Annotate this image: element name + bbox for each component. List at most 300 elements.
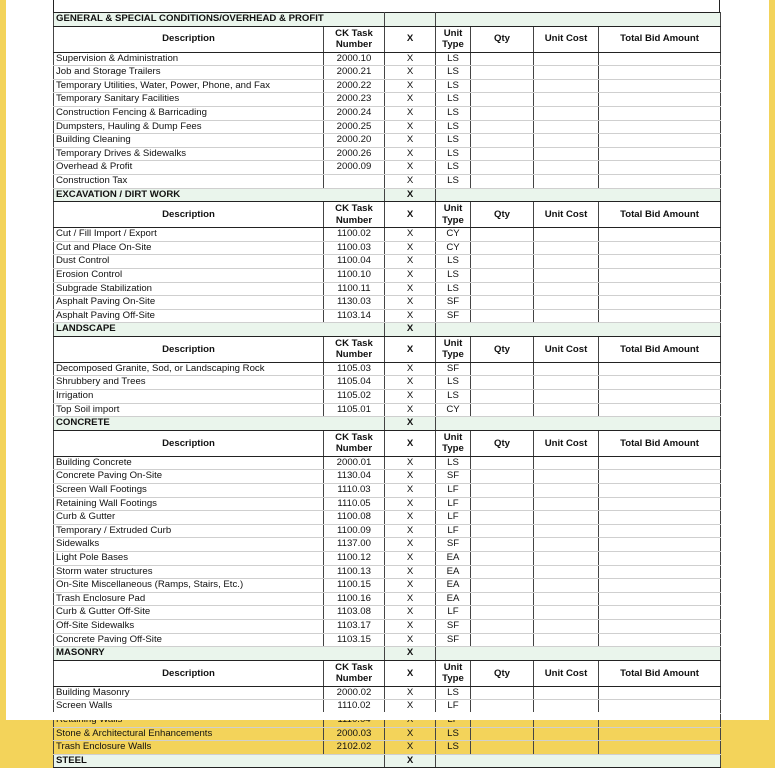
row-unit-type: EA bbox=[436, 592, 471, 606]
section-title-x: X bbox=[385, 754, 436, 768]
row-description: Temporary / Extruded Curb bbox=[54, 524, 324, 538]
row-task-number: 2000.20 bbox=[324, 134, 385, 148]
row-x: X bbox=[385, 552, 436, 566]
row-unit-cost-cell[interactable] bbox=[534, 282, 599, 296]
row-x: X bbox=[385, 456, 436, 470]
row-task-number: 1105.04 bbox=[324, 376, 385, 390]
row-total-cell[interactable] bbox=[599, 309, 721, 323]
row-unit-type: CY bbox=[436, 403, 471, 417]
row-description: Overhead & Profit bbox=[54, 161, 324, 175]
row-qty-cell[interactable] bbox=[471, 390, 534, 404]
row-qty-cell[interactable] bbox=[471, 456, 534, 470]
row-unit-cost-cell[interactable] bbox=[534, 309, 599, 323]
row-unit-cost-cell[interactable] bbox=[534, 241, 599, 255]
row-qty-cell[interactable] bbox=[471, 524, 534, 538]
table-row bbox=[54, 524, 721, 538]
table-row bbox=[54, 606, 721, 620]
section-title-x: X bbox=[385, 323, 436, 337]
row-total-cell[interactable] bbox=[599, 741, 721, 755]
row-task-number: 1100.12 bbox=[324, 552, 385, 566]
row-description: Temporary Drives & Sidewalks bbox=[54, 147, 324, 161]
row-total-cell[interactable] bbox=[599, 241, 721, 255]
row-unit-cost-cell[interactable] bbox=[534, 362, 599, 376]
row-total-cell[interactable] bbox=[599, 120, 721, 134]
row-x: X bbox=[385, 403, 436, 417]
header-x: X bbox=[385, 26, 436, 52]
row-total-cell[interactable] bbox=[599, 296, 721, 310]
table-row bbox=[54, 579, 721, 593]
row-unit-cost-cell[interactable] bbox=[534, 511, 599, 525]
row-qty-cell[interactable] bbox=[471, 161, 534, 175]
row-unit-cost-cell[interactable] bbox=[534, 565, 599, 579]
row-qty-cell[interactable] bbox=[471, 606, 534, 620]
row-total-cell[interactable] bbox=[599, 79, 721, 93]
row-total-cell[interactable] bbox=[599, 538, 721, 552]
row-total-cell[interactable] bbox=[599, 497, 721, 511]
row-unit-cost-cell[interactable] bbox=[534, 633, 599, 647]
table-row bbox=[54, 255, 721, 269]
row-unit-type: LS bbox=[436, 268, 471, 282]
table-row bbox=[54, 268, 721, 282]
row-description: Supervision & Administration bbox=[54, 52, 324, 66]
section-title-x: X bbox=[385, 188, 436, 202]
row-total-cell[interactable] bbox=[599, 456, 721, 470]
row-unit-cost-cell[interactable] bbox=[534, 147, 599, 161]
header-total-bid-amount: Total Bid Amount bbox=[599, 336, 721, 362]
row-task-number: 2000.01 bbox=[324, 456, 385, 470]
row-unit-type: LS bbox=[436, 147, 471, 161]
row-qty-cell[interactable] bbox=[471, 79, 534, 93]
row-unit-cost-cell[interactable] bbox=[534, 484, 599, 498]
header-unit-cost: Unit Cost bbox=[534, 660, 599, 686]
row-x: X bbox=[385, 700, 436, 714]
row-unit-cost-cell[interactable] bbox=[534, 686, 599, 700]
row-x: X bbox=[385, 161, 436, 175]
row-description: Asphalt Paving Off-Site bbox=[54, 309, 324, 323]
row-description: Asphalt Paving On-Site bbox=[54, 296, 324, 310]
header-unit-type: Unit Type bbox=[436, 202, 471, 228]
row-total-cell[interactable] bbox=[599, 93, 721, 107]
table-row bbox=[54, 93, 721, 107]
row-total-cell[interactable] bbox=[599, 470, 721, 484]
row-task-number: 1100.04 bbox=[324, 255, 385, 269]
table-row bbox=[54, 456, 721, 470]
row-total-cell[interactable] bbox=[599, 606, 721, 620]
row-total-cell[interactable] bbox=[599, 686, 721, 700]
section-title: STEEL bbox=[54, 754, 385, 768]
row-x: X bbox=[385, 606, 436, 620]
row-x: X bbox=[385, 309, 436, 323]
table-row bbox=[54, 79, 721, 93]
row-unit-cost-cell[interactable] bbox=[534, 228, 599, 242]
section-title-fill bbox=[436, 754, 721, 768]
row-qty-cell[interactable] bbox=[471, 538, 534, 552]
row-task-number: 2000.10 bbox=[324, 52, 385, 66]
header-qty: Qty bbox=[471, 26, 534, 52]
section-title: LANDSCAPE bbox=[54, 323, 385, 337]
row-task-number: 1100.11 bbox=[324, 282, 385, 296]
table-row bbox=[54, 633, 721, 647]
table-row bbox=[54, 538, 721, 552]
row-qty-cell[interactable] bbox=[471, 497, 534, 511]
section-title: GENERAL & SPECIAL CONDITIONS/OVERHEAD & PROFIT bbox=[54, 13, 385, 27]
row-x: X bbox=[385, 296, 436, 310]
bid-table bbox=[53, 12, 721, 768]
row-task-number: 1103.15 bbox=[324, 633, 385, 647]
row-unit-type: EA bbox=[436, 565, 471, 579]
row-task-number: 1103.14 bbox=[324, 309, 385, 323]
header-task-number: CK Task Number bbox=[324, 430, 385, 456]
table-row bbox=[54, 619, 721, 633]
row-unit-type: SF bbox=[436, 619, 471, 633]
row-task-number: 1130.03 bbox=[324, 296, 385, 310]
table-row bbox=[54, 174, 721, 188]
header-x: X bbox=[385, 202, 436, 228]
row-description: Construction Tax bbox=[54, 174, 324, 188]
row-unit-cost-cell[interactable] bbox=[534, 403, 599, 417]
row-task-number: 2000.23 bbox=[324, 93, 385, 107]
row-unit-cost-cell[interactable] bbox=[534, 592, 599, 606]
row-x: X bbox=[385, 741, 436, 755]
row-total-cell[interactable] bbox=[599, 268, 721, 282]
row-qty-cell[interactable] bbox=[471, 686, 534, 700]
table-row bbox=[54, 511, 721, 525]
row-x: X bbox=[385, 120, 436, 134]
row-task-number: 1137.00 bbox=[324, 538, 385, 552]
row-total-cell[interactable] bbox=[599, 552, 721, 566]
row-total-cell[interactable] bbox=[599, 66, 721, 80]
row-qty-cell[interactable] bbox=[471, 309, 534, 323]
row-qty-cell[interactable] bbox=[471, 255, 534, 269]
row-unit-cost-cell[interactable] bbox=[534, 66, 599, 80]
row-unit-type: LF bbox=[436, 484, 471, 498]
row-qty-cell[interactable] bbox=[471, 511, 534, 525]
row-qty-cell[interactable] bbox=[471, 362, 534, 376]
section-title-row bbox=[54, 647, 721, 661]
row-unit-type: LS bbox=[436, 727, 471, 741]
row-x: X bbox=[385, 66, 436, 80]
row-task-number: 1100.16 bbox=[324, 592, 385, 606]
header-x: X bbox=[385, 660, 436, 686]
row-unit-cost-cell[interactable] bbox=[534, 296, 599, 310]
row-unit-cost-cell[interactable] bbox=[534, 268, 599, 282]
row-task-number: 1110.03 bbox=[324, 484, 385, 498]
table-row bbox=[54, 484, 721, 498]
row-description: Dust Control bbox=[54, 255, 324, 269]
row-unit-cost-cell[interactable] bbox=[534, 606, 599, 620]
row-unit-cost-cell[interactable] bbox=[534, 93, 599, 107]
row-qty-cell[interactable] bbox=[471, 147, 534, 161]
row-total-cell[interactable] bbox=[599, 524, 721, 538]
row-x: X bbox=[385, 106, 436, 120]
row-x: X bbox=[385, 390, 436, 404]
table-row bbox=[54, 309, 721, 323]
row-total-cell[interactable] bbox=[599, 147, 721, 161]
row-qty-cell[interactable] bbox=[471, 174, 534, 188]
row-task-number: 1105.03 bbox=[324, 362, 385, 376]
row-total-cell[interactable] bbox=[599, 134, 721, 148]
section-title-fill bbox=[436, 13, 721, 27]
row-qty-cell[interactable] bbox=[471, 727, 534, 741]
row-total-cell[interactable] bbox=[599, 633, 721, 647]
table-row bbox=[54, 296, 721, 310]
row-x: X bbox=[385, 376, 436, 390]
row-unit-type: SF bbox=[436, 362, 471, 376]
row-description: Building Concrete bbox=[54, 456, 324, 470]
row-unit-cost-cell[interactable] bbox=[534, 161, 599, 175]
header-unit-type: Unit Type bbox=[436, 430, 471, 456]
row-qty-cell[interactable] bbox=[471, 268, 534, 282]
header-unit-cost: Unit Cost bbox=[534, 26, 599, 52]
row-qty-cell[interactable] bbox=[471, 376, 534, 390]
header-task-number: CK Task Number bbox=[324, 660, 385, 686]
row-qty-cell[interactable] bbox=[471, 579, 534, 593]
row-unit-type: LS bbox=[436, 741, 471, 755]
header-x: X bbox=[385, 430, 436, 456]
row-qty-cell[interactable] bbox=[471, 403, 534, 417]
row-unit-cost-cell[interactable] bbox=[534, 134, 599, 148]
header-total-bid-amount: Total Bid Amount bbox=[599, 430, 721, 456]
header-task-number: CK Task Number bbox=[324, 26, 385, 52]
row-description: Curb & Gutter bbox=[54, 511, 324, 525]
row-unit-cost-cell[interactable] bbox=[534, 174, 599, 188]
row-total-cell[interactable] bbox=[599, 390, 721, 404]
row-total-cell[interactable] bbox=[599, 511, 721, 525]
row-task-number: 1103.17 bbox=[324, 619, 385, 633]
row-x: X bbox=[385, 619, 436, 633]
row-task-number: 1100.09 bbox=[324, 524, 385, 538]
row-x: X bbox=[385, 268, 436, 282]
section-title-row bbox=[54, 323, 721, 337]
row-description: Stone & Architectural Enhancements bbox=[54, 727, 324, 741]
row-description: Curb & Gutter Off-Site bbox=[54, 606, 324, 620]
row-task-number: 1110.02 bbox=[324, 700, 385, 714]
table-row bbox=[54, 161, 721, 175]
row-x: X bbox=[385, 134, 436, 148]
table-row bbox=[54, 282, 721, 296]
row-unit-type: LS bbox=[436, 161, 471, 175]
header-unit-cost: Unit Cost bbox=[534, 202, 599, 228]
row-qty-cell[interactable] bbox=[471, 565, 534, 579]
row-unit-type: LS bbox=[436, 376, 471, 390]
row-unit-type: LS bbox=[436, 106, 471, 120]
row-task-number: 1105.02 bbox=[324, 390, 385, 404]
section-title-x: X bbox=[385, 647, 436, 661]
row-qty-cell[interactable] bbox=[471, 296, 534, 310]
row-total-cell[interactable] bbox=[599, 403, 721, 417]
row-unit-cost-cell[interactable] bbox=[534, 470, 599, 484]
table-row bbox=[54, 106, 721, 120]
row-qty-cell[interactable] bbox=[471, 106, 534, 120]
row-x: X bbox=[385, 579, 436, 593]
row-unit-cost-cell[interactable] bbox=[534, 79, 599, 93]
column-header-row bbox=[54, 660, 721, 686]
row-unit-cost-cell[interactable] bbox=[534, 106, 599, 120]
bid-sheet bbox=[6, 0, 769, 766]
row-description: Irrigation bbox=[54, 390, 324, 404]
row-task-number: 1100.15 bbox=[324, 579, 385, 593]
row-unit-type: LF bbox=[436, 511, 471, 525]
row-total-cell[interactable] bbox=[599, 255, 721, 269]
row-unit-type: LS bbox=[436, 456, 471, 470]
header-description: Description bbox=[54, 336, 324, 362]
row-total-cell[interactable] bbox=[599, 106, 721, 120]
row-unit-cost-cell[interactable] bbox=[534, 538, 599, 552]
row-unit-cost-cell[interactable] bbox=[534, 376, 599, 390]
header-qty: Qty bbox=[471, 430, 534, 456]
row-total-cell[interactable] bbox=[599, 484, 721, 498]
row-description: Screen Wall Footings bbox=[54, 484, 324, 498]
row-qty-cell[interactable] bbox=[471, 93, 534, 107]
row-qty-cell[interactable] bbox=[471, 592, 534, 606]
row-task-number: 1130.04 bbox=[324, 470, 385, 484]
row-total-cell[interactable] bbox=[599, 579, 721, 593]
row-description: Concrete Paving On-Site bbox=[54, 470, 324, 484]
row-task-number: 2102.02 bbox=[324, 741, 385, 755]
row-total-cell[interactable] bbox=[599, 376, 721, 390]
row-task-number: 2000.25 bbox=[324, 120, 385, 134]
row-task-number: 1105.01 bbox=[324, 403, 385, 417]
row-description: Cut / Fill Import / Export bbox=[54, 228, 324, 242]
table-row bbox=[54, 390, 721, 404]
row-x: X bbox=[385, 727, 436, 741]
row-description: Sidewalks bbox=[54, 538, 324, 552]
row-qty-cell[interactable] bbox=[471, 741, 534, 755]
row-qty-cell[interactable] bbox=[471, 228, 534, 242]
row-x: X bbox=[385, 52, 436, 66]
row-unit-type: LS bbox=[436, 66, 471, 80]
row-task-number: 2000.02 bbox=[324, 686, 385, 700]
section-title-row bbox=[54, 188, 721, 202]
row-unit-cost-cell[interactable] bbox=[534, 255, 599, 269]
table-row bbox=[54, 552, 721, 566]
row-qty-cell[interactable] bbox=[471, 134, 534, 148]
row-total-cell[interactable] bbox=[599, 228, 721, 242]
row-task-number: 2000.09 bbox=[324, 161, 385, 175]
row-unit-type: LS bbox=[436, 686, 471, 700]
row-x: X bbox=[385, 484, 436, 498]
row-unit-type: SF bbox=[436, 296, 471, 310]
row-description: Trash Enclosure Pad bbox=[54, 592, 324, 606]
row-unit-cost-cell[interactable] bbox=[534, 456, 599, 470]
table-row bbox=[54, 565, 721, 579]
row-x: X bbox=[385, 147, 436, 161]
row-total-cell[interactable] bbox=[599, 282, 721, 296]
row-x: X bbox=[385, 174, 436, 188]
row-unit-type: EA bbox=[436, 579, 471, 593]
row-qty-cell[interactable] bbox=[471, 633, 534, 647]
table-row bbox=[54, 120, 721, 134]
row-x: X bbox=[385, 633, 436, 647]
row-unit-cost-cell[interactable] bbox=[534, 552, 599, 566]
row-x: X bbox=[385, 511, 436, 525]
row-unit-cost-cell[interactable] bbox=[534, 579, 599, 593]
bid-table-body bbox=[54, 13, 721, 768]
row-description: Job and Storage Trailers bbox=[54, 66, 324, 80]
row-unit-type: LF bbox=[436, 606, 471, 620]
row-qty-cell[interactable] bbox=[471, 282, 534, 296]
row-qty-cell[interactable] bbox=[471, 470, 534, 484]
row-unit-cost-cell[interactable] bbox=[534, 390, 599, 404]
row-task-number: 2000.21 bbox=[324, 66, 385, 80]
row-unit-type: LF bbox=[436, 497, 471, 511]
row-unit-type: LS bbox=[436, 255, 471, 269]
row-total-cell[interactable] bbox=[599, 592, 721, 606]
row-unit-cost-cell[interactable] bbox=[534, 52, 599, 66]
section-title-fill bbox=[436, 647, 721, 661]
row-task-number: 1100.13 bbox=[324, 565, 385, 579]
row-description: Construction Fencing & Barricading bbox=[54, 106, 324, 120]
row-total-cell[interactable] bbox=[599, 174, 721, 188]
row-unit-cost-cell[interactable] bbox=[534, 741, 599, 755]
row-unit-type: LF bbox=[436, 700, 471, 714]
row-description: Storm water structures bbox=[54, 565, 324, 579]
row-qty-cell[interactable] bbox=[471, 120, 534, 134]
section-title-fill bbox=[436, 188, 721, 202]
header-qty: Qty bbox=[471, 660, 534, 686]
row-qty-cell[interactable] bbox=[471, 52, 534, 66]
row-description: Concrete Paving Off-Site bbox=[54, 633, 324, 647]
table-row bbox=[54, 727, 721, 741]
row-qty-cell[interactable] bbox=[471, 619, 534, 633]
row-description: Building Masonry bbox=[54, 686, 324, 700]
row-qty-cell[interactable] bbox=[471, 484, 534, 498]
row-unit-type: LS bbox=[436, 93, 471, 107]
row-description: Building Cleaning bbox=[54, 134, 324, 148]
header-unit-type: Unit Type bbox=[436, 336, 471, 362]
column-header-row bbox=[54, 26, 721, 52]
header-unit-type: Unit Type bbox=[436, 660, 471, 686]
section-title-x: X bbox=[385, 417, 436, 431]
row-unit-type: CY bbox=[436, 241, 471, 255]
row-total-cell[interactable] bbox=[599, 565, 721, 579]
row-unit-cost-cell[interactable] bbox=[534, 120, 599, 134]
table-row bbox=[54, 376, 721, 390]
row-x: X bbox=[385, 497, 436, 511]
row-qty-cell[interactable] bbox=[471, 241, 534, 255]
table-row bbox=[54, 403, 721, 417]
row-total-cell[interactable] bbox=[599, 619, 721, 633]
row-unit-type: CY bbox=[436, 228, 471, 242]
row-unit-cost-cell[interactable] bbox=[534, 727, 599, 741]
row-unit-cost-cell[interactable] bbox=[534, 497, 599, 511]
row-qty-cell[interactable] bbox=[471, 66, 534, 80]
row-task-number: 1100.08 bbox=[324, 511, 385, 525]
row-qty-cell[interactable] bbox=[471, 552, 534, 566]
row-description: Screen Walls bbox=[54, 700, 324, 714]
header-x: X bbox=[385, 336, 436, 362]
row-unit-cost-cell[interactable] bbox=[534, 619, 599, 633]
page-cutoff bbox=[53, 712, 720, 720]
section-title: CONCRETE bbox=[54, 417, 385, 431]
row-total-cell[interactable] bbox=[599, 362, 721, 376]
table-row bbox=[54, 52, 721, 66]
table-row bbox=[54, 686, 721, 700]
table-row bbox=[54, 241, 721, 255]
table-row bbox=[54, 741, 721, 755]
row-unit-type: LS bbox=[436, 52, 471, 66]
row-total-cell[interactable] bbox=[599, 727, 721, 741]
row-total-cell[interactable] bbox=[599, 161, 721, 175]
row-x: X bbox=[385, 228, 436, 242]
row-unit-cost-cell[interactable] bbox=[534, 524, 599, 538]
row-x: X bbox=[385, 686, 436, 700]
left-border-line bbox=[53, 0, 54, 12]
row-description: Top Soil import bbox=[54, 403, 324, 417]
row-task-number: 1100.02 bbox=[324, 228, 385, 242]
table-row bbox=[54, 134, 721, 148]
row-total-cell[interactable] bbox=[599, 52, 721, 66]
